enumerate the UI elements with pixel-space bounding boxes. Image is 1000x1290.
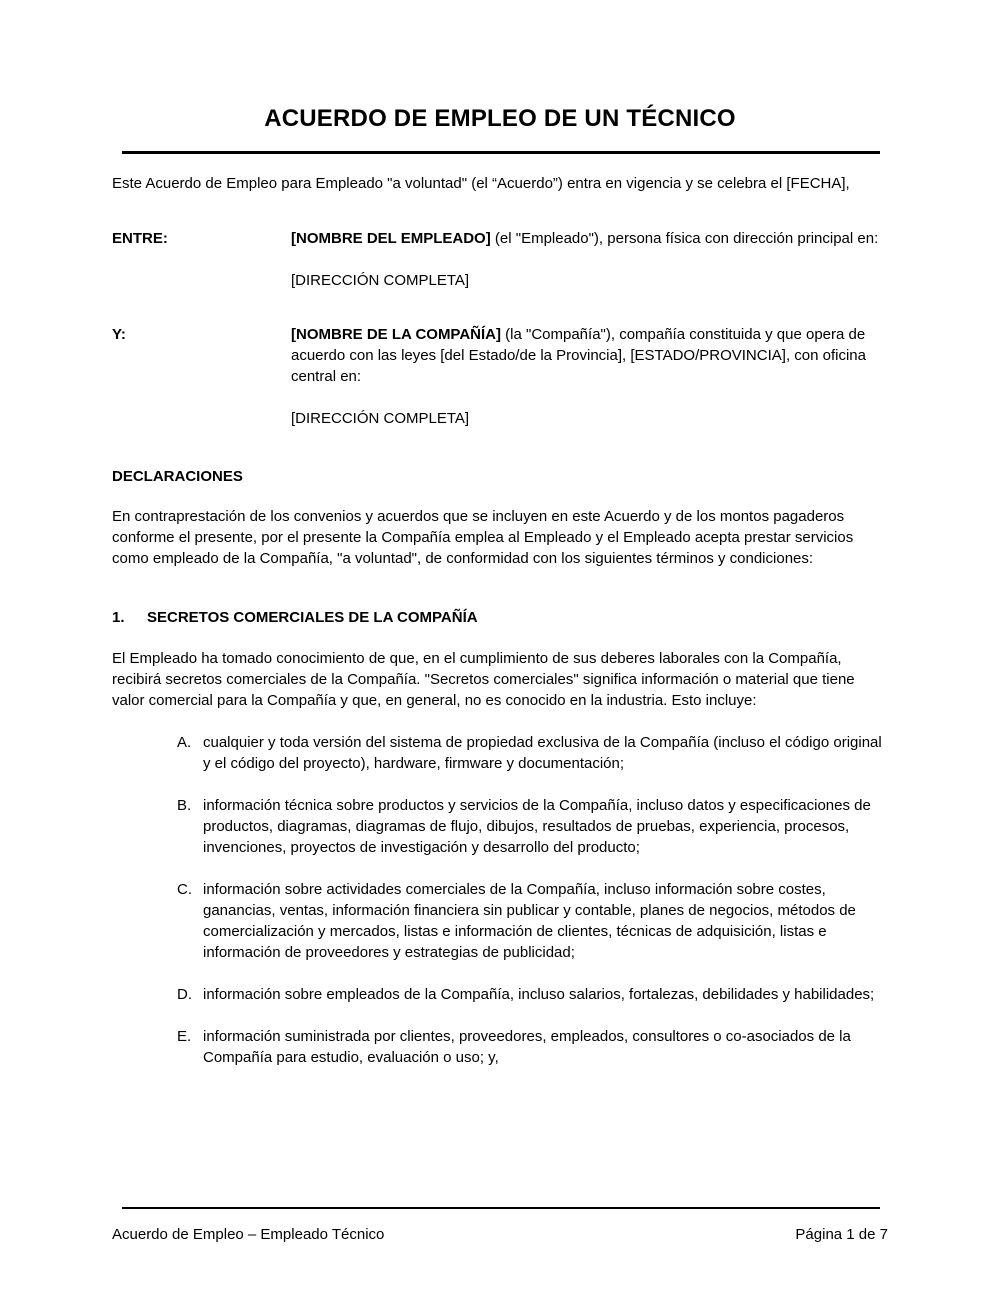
- page-title: ACUERDO DE EMPLEO DE UN TÉCNICO: [264, 105, 736, 132]
- section-1-paragraph: El Empleado ha tomado conocimiento de que, en el cumplimiento de sus deberes laborales con la Compañía, recibirá secretos comerciales de la Compañía. "Secretos comerciales" significa información o material que tiene valor comercial para la Compañía y que, en general, no es conocido en la industria. Esto incluye:: [112, 650, 855, 709]
- party-block-company: [112, 324, 888, 429]
- declarations-heading: DECLARACIONES: [112, 468, 243, 485]
- list-item: [112, 1026, 888, 1068]
- footer-page-number: Página 1 de 7: [795, 1226, 888, 1243]
- list-item-marker: B.: [177, 797, 192, 814]
- section-1-item-list: [112, 732, 888, 1068]
- list-item: [112, 984, 888, 1005]
- list-item: [112, 879, 888, 963]
- party-body-company: [291, 324, 888, 429]
- employee-address-placeholder: [DIRECCIÓN COMPLETA]: [291, 272, 470, 289]
- declarations-paragraph: En contraprestación de los convenios y acuerdos que se incluyen en este Acuerdo y de los montos pagaderos conforme el presente, por el presente la Compañía emplea al Empleado y el Empleado acepta prestar servicios como empleado de la Compañía, "a voluntad", de conformidad con los siguientes términos y condiciones:: [112, 508, 854, 567]
- list-item-marker: A.: [177, 734, 192, 751]
- page-footer: [112, 1207, 888, 1290]
- party-row: [112, 228, 888, 291]
- company-description: (la "Compañía"), compañía constituida y que opera de acuerdo con las leyes [del Estado/de la Provincia], [ESTADO/PROVINCIA], con oficina central en:: [291, 326, 866, 385]
- list-item: [112, 795, 888, 858]
- list-item-text: información técnica sobre productos y servicios de la Compañía, incluso datos y especificaciones de productos, diagramas, diagramas de flujo, dibujos, resultados de pruebas, experiencia, procesos, invenciones, proyectos de investigación y desarrollo del producto;: [203, 797, 871, 856]
- party-block-employee: [112, 228, 888, 291]
- company-name-placeholder: [NOMBRE DE LA COMPAÑÍA]: [291, 326, 501, 343]
- list-item-text: cualquier y toda versión del sistema de propiedad exclusiva de la Compañía (incluso el código original y el código del proyecto), hardware, firmware y documentación;: [203, 734, 882, 772]
- footer-divider: [122, 1207, 880, 1209]
- list-item-marker: E.: [177, 1028, 192, 1045]
- section-1-title: SECRETOS COMERCIALES DE LA COMPAÑÍA: [147, 609, 478, 626]
- list-item-marker: D.: [177, 986, 192, 1003]
- footer-document-name: Acuerdo de Empleo – Empleado Técnico: [112, 1226, 385, 1243]
- list-item: [112, 732, 888, 774]
- intro-paragraph: Este Acuerdo de Empleo para Empleado "a voluntad" (el “Acuerdo”) entra en vigencia y se celebra el [FECHA],: [112, 175, 850, 192]
- list-item-text: información sobre actividades comerciales de la Compañía, incluso información sobre costes, ganancias, ventas, información financiera sin publicar y contable, planes de negocios, métodos de comercialización y mercados, listas e información de clientes, técnicas de adquisición, listas e información de proveedores y estrategias de publicidad;: [203, 881, 856, 961]
- party-label-and: Y:: [112, 326, 126, 343]
- footer-row: [112, 1224, 888, 1245]
- list-item-marker: C.: [177, 881, 192, 898]
- employee-name-placeholder: [NOMBRE DEL EMPLEADO]: [291, 230, 491, 247]
- party-body-employee: [291, 228, 888, 291]
- company-address-placeholder: [DIRECCIÓN COMPLETA]: [291, 410, 470, 427]
- party-label-between: ENTRE:: [112, 230, 168, 247]
- section-1-number: 1.: [112, 609, 125, 626]
- section-1-heading: [112, 607, 888, 628]
- list-item-text: información suministrada por clientes, proveedores, empleados, consultores o co-asociados de la Compañía para estudio, evaluación o uso; y,: [203, 1028, 851, 1066]
- party-row: [112, 324, 888, 429]
- title-divider: [122, 151, 880, 154]
- employee-description: (el "Empleado"), persona física con dirección principal en:: [490, 230, 879, 247]
- list-item-text: información sobre empleados de la Compañía, incluso salarios, fortalezas, debilidades y habilidades;: [203, 986, 875, 1003]
